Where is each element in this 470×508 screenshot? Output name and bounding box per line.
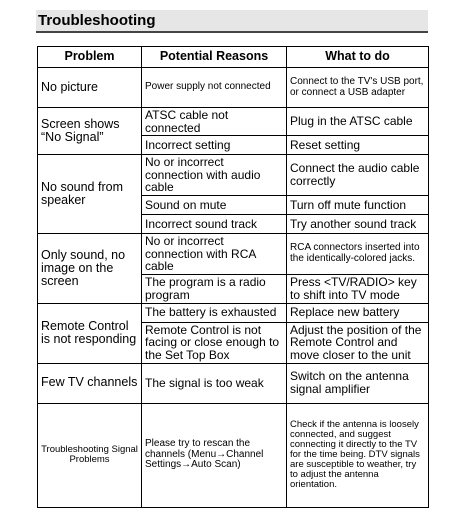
todo-cell: Replace new battery xyxy=(287,303,429,322)
todo-cell: Plug in the ATSC cable xyxy=(287,108,429,136)
page-title: Troubleshooting xyxy=(38,12,156,29)
todo-cell: Connect to the TV's USB port, or connect a USB adapter xyxy=(287,68,429,108)
table-row xyxy=(38,68,429,108)
reason-cell: Sound on mute xyxy=(142,195,287,214)
table-row xyxy=(38,403,429,507)
reason-cell: No or incorrect connection with audio cable xyxy=(142,155,287,196)
problem-cell: Troubleshooting Signal Problems xyxy=(38,403,142,507)
reason-cell: Please try to rescan the channels (Menu→Channel Settings→Auto Scan) xyxy=(142,403,287,507)
table-row xyxy=(38,155,429,196)
table-row xyxy=(38,108,429,136)
reason-cell: Remote Control is not facing or close enough to the Set Top Box xyxy=(142,322,287,363)
header-problem: Problem xyxy=(38,47,142,68)
todo-cell: Check if the antenna is loosely connected, and suggest connecting it directly to the TV for the time being. DTV signals are susceptible to weather, try to adjust the antenna orientation. xyxy=(287,403,429,507)
problem-cell: Only sound, no image on the screen xyxy=(38,233,142,303)
reason-cell: No or incorrect connection with RCA cable xyxy=(142,233,287,274)
todo-cell: Try another sound track xyxy=(287,214,429,233)
reason-cell: The battery is exhausted xyxy=(142,303,287,322)
todo-cell: Turn off mute function xyxy=(287,195,429,214)
table-row xyxy=(38,303,429,322)
todo-cell: Adjust the position of the Remote Control and move closer to the unit xyxy=(287,322,429,363)
reason-cell: The program is a radio program xyxy=(142,274,287,303)
troubleshooting-table xyxy=(37,46,429,508)
reason-cell: ATSC cable not connected xyxy=(142,108,287,136)
todo-cell: RCA connectors inserted into the identically-colored jacks. xyxy=(287,233,429,274)
problem-cell: No sound from speaker xyxy=(38,155,142,234)
reason-cell: Power supply not connected xyxy=(142,68,287,108)
todo-cell: Press <TV/RADIO> key to shift into TV mode xyxy=(287,274,429,303)
problem-cell: Remote Control is not responding xyxy=(38,303,142,363)
problem-cell: Few TV channels xyxy=(38,363,142,403)
header-what-to-do: What to do xyxy=(287,47,429,68)
header-row xyxy=(38,47,429,68)
table-row xyxy=(38,363,429,403)
todo-cell: Connect the audio cable correctly xyxy=(287,155,429,196)
todo-cell: Switch on the antenna signal amplifier xyxy=(287,363,429,403)
problem-cell: Screen shows “No Signal” xyxy=(38,108,142,155)
reason-cell: Incorrect sound track xyxy=(142,214,287,233)
todo-cell: Reset setting xyxy=(287,136,429,155)
header-reasons: Potential Reasons xyxy=(142,47,287,68)
reason-cell: Incorrect setting xyxy=(142,136,287,155)
problem-cell: No picture xyxy=(38,68,142,108)
table-row xyxy=(38,233,429,274)
reason-cell: The signal is too weak xyxy=(142,363,287,403)
